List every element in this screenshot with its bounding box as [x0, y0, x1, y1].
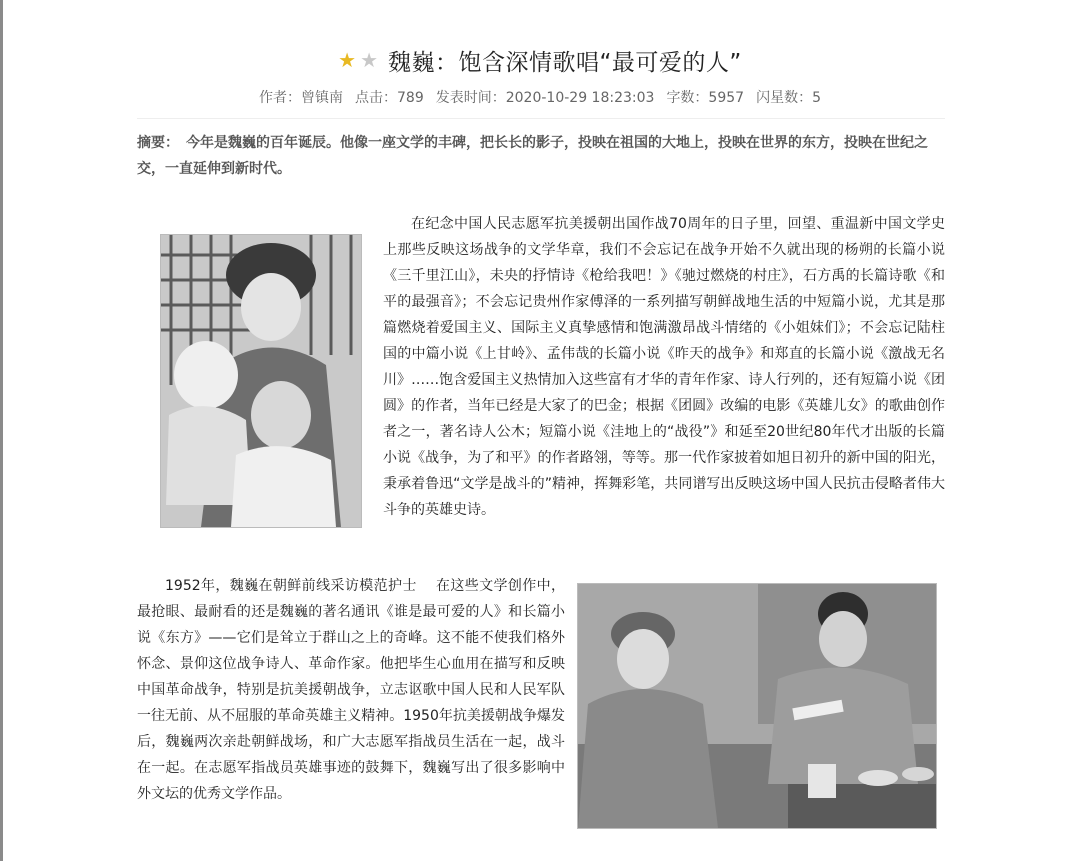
meta-flash-stars: 闪星数：5: [756, 90, 821, 106]
meta-word-count: 字数：5957: [666, 90, 745, 106]
photo-interview: [577, 583, 937, 829]
meta-author: 作者：曾镇南: [259, 90, 343, 106]
article-meta: [0, 86, 1080, 108]
divider: [137, 118, 945, 119]
paragraph-weiwei: 1952年，魏巍在朝鲜前线采访模范护士 在这些文学创作中，最抢眼、最耐看的还是魏巍的著名通讯《谁是最可爱的人》和长篇小说《东方》——它们是耸立于群山之上的奇峰。这不能不使我们格外怀念、景仰这位战争诗人、革命作家。他把毕生心血用在描写和反映中国革命战争，特别是抗美援朝战争，立志讴歌中国人民和人民军队一往无前、从不屈服的革命英雄主义精神。1950年抗美援朝战争爆发后，魏巍两次亲赴朝鲜战场，和广大志愿军指战员生活在一起，战斗在一起。在志愿军指战员英雄事迹的鼓舞下，魏巍写出了很多影响中外文坛的优秀文学作品。: [137, 578, 565, 802]
article-title: 魏巍：饱含深情歌唱“最可爱的人”: [388, 49, 742, 76]
paragraph-intro: 在纪念中国人民志愿军抗美援朝出国作战70周年的日子里，回望、重温新中国文学史上那些反映这场战争的文学华章，我们不会忘记在战争开始不久就出现的杨朔的长篇小说《三千里江山》，未央的抒情诗《枪给我吧！》《驰过燃烧的村庄》，石方禹的长篇诗歌《和平的最强音》；不会忘记贵州作家傅泽的一系列描写朝鲜战地生活的中短篇小说，尤其是那篇燃烧着爱国主义、国际主义真挚感情和饱满激昂战斗情绪的《小姐妹们》；不会忘记陆柱国的中篇小说《上甘岭》、孟伟哉的长篇小说《昨天的战争》和郑直的长篇小说《激战无名川》……饱含爱国主义热情加入这些富有才华的青年作家、诗人行列的，还有短篇小说《团圆》的作者，当年已经是大家了的巴金；根据《团圆》改编的电影《英雄儿女》的歌曲创作者之一，著名诗人公木；短篇小说《洼地上的“战役”》和延至20世纪80年代才出版的长篇小说《战争，为了和平》的作者路翎，等等。那一代作家披着如旭日初升的新中国的阳光，秉承着鲁迅“文学是战斗的”精神，挥舞彩笔，共同谱写出反映这场中国人民抗击侵略者伟大斗争的英雄史诗。: [383, 216, 945, 518]
title-row: [0, 40, 1080, 80]
photo-family: [160, 234, 362, 528]
meta-published: 发表时间：2020-10-29 18:23:03: [435, 90, 655, 106]
article-abstract: 摘要： 今年是魏巍的百年诞辰。他像一座文学的丰碑，把长长的影子，投映在祖国的大地上，投映在世界的东方，投映在世纪之交，一直延伸到新时代。: [137, 135, 928, 177]
star-filled-icon[interactable]: ★: [338, 48, 357, 72]
star-empty-icon[interactable]: ★: [360, 48, 379, 72]
window-edge: [0, 0, 3, 861]
meta-clicks: 点击：789: [355, 90, 424, 106]
